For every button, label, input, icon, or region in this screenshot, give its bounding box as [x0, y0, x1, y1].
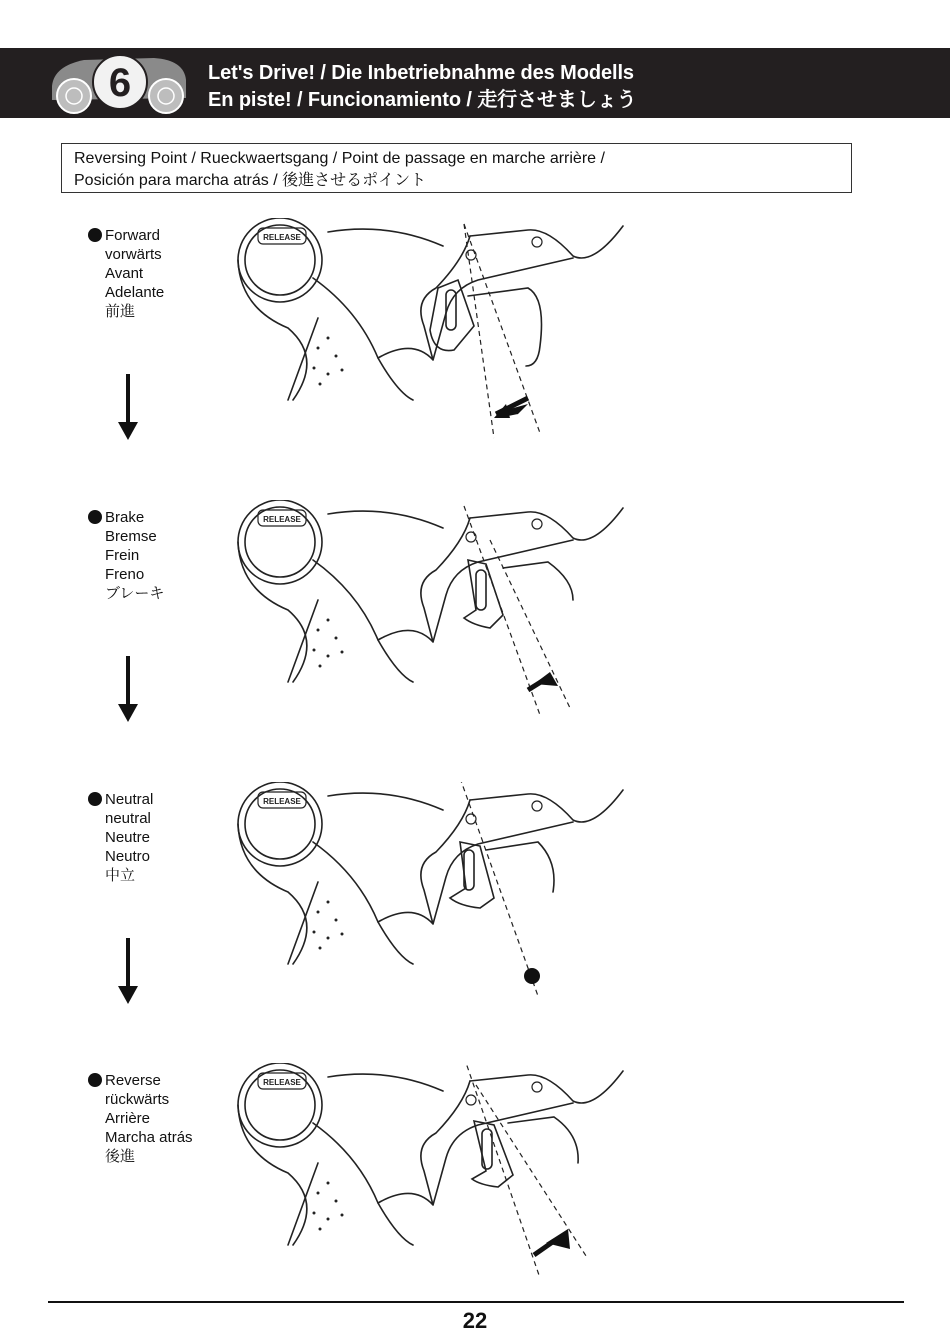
label-en: Brake [105, 509, 145, 526]
label-es: Adelante [105, 284, 165, 301]
label-es: Marcha atrás [105, 1129, 193, 1146]
down-arrow-icon [116, 938, 140, 1008]
neutral-point-dot-icon [524, 968, 540, 984]
step-forward [0, 226, 950, 486]
caption-line-2: Posición para marcha atrás / 後進させるポイント [74, 172, 427, 189]
transmitter-trigger-illustration [228, 500, 648, 730]
release-label: RELEASE [263, 797, 301, 806]
label-fr: Avant [105, 265, 144, 282]
label-ja: 中立 [105, 867, 136, 884]
transmitter-trigger-illustration [228, 218, 648, 448]
label-es: Neutro [105, 848, 151, 865]
step-brake [0, 508, 950, 768]
transmitter-trigger-illustration [228, 782, 648, 1012]
release-label: RELEASE [263, 233, 301, 242]
label-fr: Arrière [105, 1110, 151, 1127]
footer-rule [48, 1301, 904, 1303]
page-title-line-1: Let's Drive! / Die Inbetriebnahme des Modells [208, 62, 634, 84]
release-label: RELEASE [263, 1078, 301, 1087]
transmitter-trigger-illustration [228, 1063, 648, 1293]
label-de: rückwärts [105, 1091, 170, 1108]
label-de: Bremse [105, 528, 157, 545]
label-de: neutral [105, 810, 151, 827]
down-arrow-icon [116, 374, 140, 444]
step-labels [88, 226, 164, 321]
step-labels [88, 1071, 193, 1166]
bullet-icon [88, 228, 102, 242]
page-number: 22 [462, 1308, 488, 1333]
bullet-icon [88, 792, 102, 806]
label-en: Forward [105, 227, 161, 244]
label-fr: Frein [105, 547, 140, 564]
down-arrow-icon [116, 656, 140, 726]
step-labels [88, 508, 164, 603]
buggy-step-badge-icon [44, 48, 194, 118]
bullet-icon [88, 1073, 102, 1087]
label-es: Freno [105, 566, 145, 583]
label-de: vorwärts [105, 246, 162, 263]
step-number: 6 [108, 61, 132, 105]
step-reverse [0, 1071, 950, 1331]
bullet-icon [88, 510, 102, 524]
release-label: RELEASE [263, 515, 301, 524]
label-fr: Neutre [105, 829, 151, 846]
step-labels [88, 790, 153, 885]
label-en: Neutral [105, 791, 154, 808]
label-ja: 後進 [105, 1148, 136, 1165]
section-header [0, 48, 950, 118]
label-ja: 前進 [105, 303, 136, 320]
label-en: Reverse [105, 1072, 161, 1089]
page-title-line-2: En piste! / Funcionamiento / 走行させましょう [208, 89, 637, 111]
page-title [208, 60, 637, 114]
label-ja: ブレーキ [105, 585, 165, 602]
caption-line-1: Reversing Point / Rueckwaertsgang / Point de passage en marche arrière / [74, 150, 605, 167]
step-neutral [0, 790, 950, 1050]
reversing-point-caption [61, 143, 852, 193]
